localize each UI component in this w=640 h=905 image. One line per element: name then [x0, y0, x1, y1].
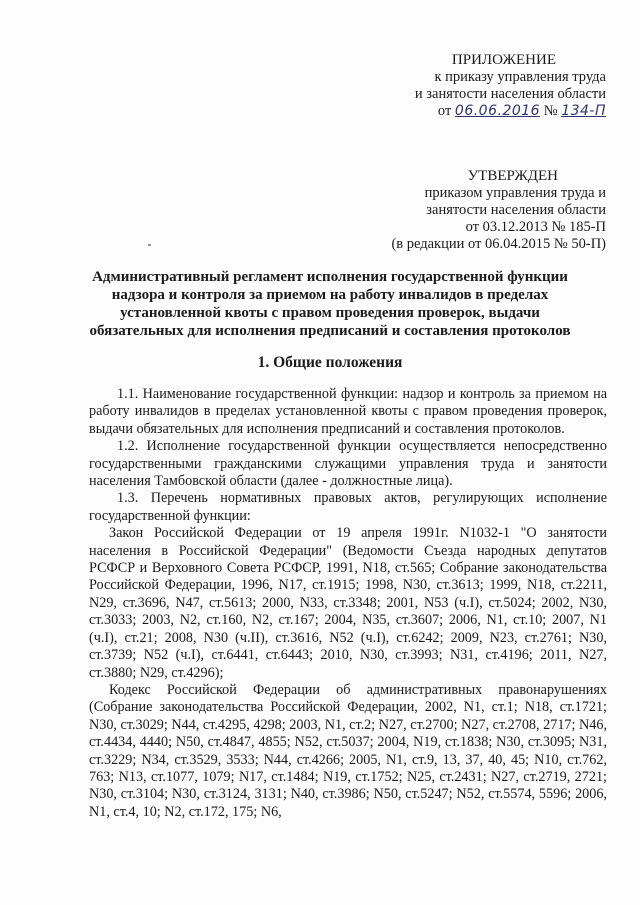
title-line-4: обязательных для исполнения предписаний и составления протоколов [89, 323, 571, 339]
title-line-1: Административный регламент исполнения государственной функции [92, 269, 568, 285]
appendix-block [386, 52, 606, 120]
section-heading: 1. Общие положения [257, 354, 403, 371]
appendix-order-line [386, 103, 606, 120]
title-line-2: надзора и контроля за приемом на работу инвалидов в пределах [111, 287, 549, 303]
title-line-3: установленной квоты с правом проведения проверок, выдачи [120, 305, 540, 321]
paragraph-1-2: 1.2. Исполнение государственной функции осуществляется непосредственно государственными гражданскими служащими управления труда и занятости населения Тамбовской области (далее - должностные лица). [89, 438, 607, 490]
document-body [89, 386, 607, 821]
scan-speck [148, 244, 151, 246]
appendix-heading: ПРИЛОЖЕНИЕ [451, 52, 556, 68]
paragraph-1-1: 1.1. Наименование государственной функции: надзор и контроль за приемом на работу инвалидов в пределах установленной квоты с правом проведения проверок, выдачи обязательных для исполнения предписаний и составления протоколов. [89, 386, 607, 437]
approved-block [370, 168, 606, 253]
order-number-handwritten: 134-П [561, 103, 606, 119]
approved-line-4: (в редакции от 06.04.2015 № 50-П) [391, 236, 606, 252]
order-number-label: № [543, 103, 558, 119]
paragraph-1-3: 1.3. Перечень нормативных правовых актов, регулирующих исполнение государственной функции: [89, 490, 607, 524]
paragraph-admin-code: Кодекс Российской Федерации об административных правонарушениях (Собрание законодательства Российской Федерации, 2002, N1, ст.1; N18, ст.1721; N30, ст.3029; N44, ст.4295, 4298; 2003, N1, ст.2; N27, ст.2700; N27, ст.2708, 2717; N46, ст.4434, 4440; N50, ст.4847, 4855; N52, ст.5037; 2004, N19, ст.1838; N30, ст.3095; N31, ст.3229; N34, ст.3529, 3533; N44, ст.4266; 2005, N1, ст.9, 13, 37, 40, 45; N10, ст.762, 763; N13, ст.1077, 1079; N17, ст.1484; N19, ст.1752; N25, ст.2431; N27, ст.2719, 2721; N30, ст.3104; N30, ст.3124, 3131; N40, ст.3986; N50, ст.5247; N52, ст.5574, 5596; 2006, N1, ст.4, 10; N2, ст.172, 175; N6, [89, 681, 607, 820]
document-title [60, 268, 600, 340]
appendix-line-2: и занятости населения области [414, 86, 606, 102]
approved-line-3: от 03.12.2013 № 185-П [465, 219, 606, 235]
approved-heading: УТВЕРЖДЕН [467, 168, 558, 184]
appendix-line-1: к приказу управления труда [434, 69, 606, 85]
approved-line-2: занятости населения области [426, 202, 606, 218]
approved-line-1: приказом управления труда и [424, 185, 606, 201]
order-date-handwritten: 06.06.2016 [454, 103, 541, 119]
paragraph-law-employment: Закон Российской Федерации от 19 апреля 1991г. N1032-1 "О занятости населения в Российской Федерации" (Ведомости Съезда народных депутатов РСФСР и Верховного Совета РСФСР, 1991, N18, ст.565; Собрание законодательства Российской Федерации, 1996, N17, ст.1915; 1998, N30, ст.3613; 1999, N18, ст.2211, N29, ст.3696, N47, ст.5613; 2000, N33, ст.3348; 2001, N53 (ч.I), ст.5024; 2002, N30, ст.3033; 2003, N2, ст.160, N2, ст.167; 2004, N35, ст.3607; 2006, N1, ст.10; 2007, N1 (ч.I), ст.21; 2008, N30 (ч.II), ст.3616, N52 (ч.I), ст.6242; 2009, N23, ст.2761; N30, ст.3739; N52 (ч.I), ст.6441, ст.6443; 2010, N30, ст.3993; N31, ст.4196; 2011, N27, ст.3880; N29, ст.4296); [89, 525, 607, 681]
order-prefix: от [437, 103, 452, 119]
